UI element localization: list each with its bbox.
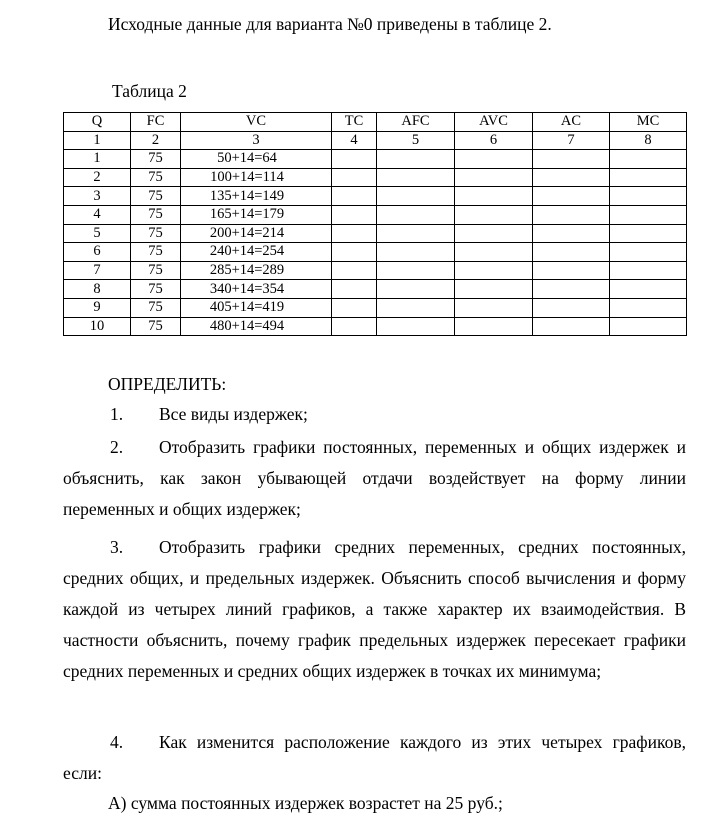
table-cell [455,317,533,336]
table-cell [533,187,610,206]
table-cell [533,205,610,224]
table-cell [332,168,377,187]
header-fc: FC [131,113,181,132]
table-cell [377,243,455,262]
table-cell: 10 [64,317,131,336]
table-cell [377,168,455,187]
table-cell: 200+14=214 [181,224,332,243]
table-cell: 75 [131,298,181,317]
task-number: 3. [110,537,124,557]
table-cell: 135+14=149 [181,187,332,206]
table-cell: 75 [131,261,181,280]
table-row [64,261,687,280]
table-cell [377,261,455,280]
table-row [64,317,687,336]
header-afc: AFC [377,113,455,132]
table-cell [533,150,610,169]
column-number: 1 [64,131,131,150]
table-row [64,243,687,262]
header-mc: MC [610,113,687,132]
table-cell [610,298,687,317]
task-number: 2. [110,437,124,457]
task-text: Все виды издержек; [159,404,308,424]
header-tc: TC [332,113,377,132]
table-cell [455,187,533,206]
table-cell [377,150,455,169]
table-cell [455,243,533,262]
table-cell [377,317,455,336]
task-text: Отобразить графики средних переменных, средних постоянных, средних общих, и предельных издержек. Объяснить способ вычисления и форму каждой из четырех линий графиков, а также характер их взаимодействия. В частности объяснить, почему график предельных издержек пересекает графики средних переменных и средних общих издержек в точках их минимума; [63,537,686,681]
table-cell: 1 [64,150,131,169]
table-cell [332,298,377,317]
table-cell [610,187,687,206]
table-cell [610,243,687,262]
table-cell [455,168,533,187]
table-cell: 405+14=419 [181,298,332,317]
task-item [63,432,686,525]
section-heading: ОПРЕДЕЛИТЬ: [108,374,227,394]
task-item [63,532,686,687]
table-body [64,150,687,336]
task-item [63,727,686,789]
table-cell: 3 [64,187,131,206]
table-cell [332,205,377,224]
table-cell [455,298,533,317]
column-number: 6 [455,131,533,150]
table-cell [610,224,687,243]
table-cell: 100+14=114 [181,168,332,187]
task-text: Как изменится расположение каждого из этих четырех графиков, если: [63,732,686,783]
table-cell [377,205,455,224]
table-cell [533,243,610,262]
column-number: 2 [131,131,181,150]
table-cell: 75 [131,243,181,262]
table-cell [332,150,377,169]
table-row [64,298,687,317]
table-cell: 75 [131,280,181,299]
table-cell [610,205,687,224]
column-number: 7 [533,131,610,150]
intro-text: Исходные данные для варианта №0 приведены в таблице 2. [108,14,552,34]
table-cell: 8 [64,280,131,299]
table-row [64,150,687,169]
table-cell [332,261,377,280]
table-cell [610,150,687,169]
table-cell [377,280,455,299]
column-number-row [64,131,687,150]
task-text: Отобразить графики постоянных, переменных и общих издержек и объяснить, как закон убывающей отдачи воздействует на форму линии переменных и общих издержек; [63,437,686,519]
table-cell: 6 [64,243,131,262]
table-cell: 240+14=254 [181,243,332,262]
header-q: Q [64,113,131,132]
table-cell [533,298,610,317]
table-header-row [64,113,687,132]
table-cell: 9 [64,298,131,317]
table-cell: 75 [131,317,181,336]
table-cell [377,187,455,206]
column-number: 3 [181,131,332,150]
table-row [64,168,687,187]
task-number: 4. [110,732,124,752]
table-cell: 5 [64,224,131,243]
table-cell [455,205,533,224]
table-cell: 285+14=289 [181,261,332,280]
table-cell [610,280,687,299]
table-cell [377,224,455,243]
table-cell: 340+14=354 [181,280,332,299]
table-cell [455,261,533,280]
table-cell: 75 [131,187,181,206]
table-cell: 75 [131,224,181,243]
table-cell: 2 [64,168,131,187]
column-number: 5 [377,131,455,150]
table-cell [332,243,377,262]
cost-table [63,112,687,336]
table-row [64,205,687,224]
table-cell: 480+14=494 [181,317,332,336]
table-cell: 75 [131,168,181,187]
table-cell [455,150,533,169]
table-cell [332,224,377,243]
table-cell: 7 [64,261,131,280]
table-cell [533,261,610,280]
header-ac: AC [533,113,610,132]
subitem-a: А) сумма постоянных издержек возрастет на 25 руб.; [108,793,503,813]
table-caption: Таблица 2 [112,81,187,101]
table-cell: 75 [131,150,181,169]
column-number: 8 [610,131,687,150]
table-cell [610,168,687,187]
task-number: 1. [110,404,124,424]
header-avc: AVC [455,113,533,132]
column-number: 4 [332,131,377,150]
table-cell [533,317,610,336]
table-cell [455,224,533,243]
table-cell [332,317,377,336]
table-cell [377,298,455,317]
table-row [64,187,687,206]
task-item [63,399,686,430]
table-cell [533,280,610,299]
table-row [64,280,687,299]
table-cell: 50+14=64 [181,150,332,169]
table-cell [332,280,377,299]
table-row [64,224,687,243]
table-cell [533,168,610,187]
table-cell [610,317,687,336]
header-vc: VC [181,113,332,132]
table-cell [332,187,377,206]
table-cell [455,280,533,299]
table-cell: 75 [131,205,181,224]
table-cell: 4 [64,205,131,224]
table-cell [533,224,610,243]
table-cell [610,261,687,280]
table-cell: 165+14=179 [181,205,332,224]
